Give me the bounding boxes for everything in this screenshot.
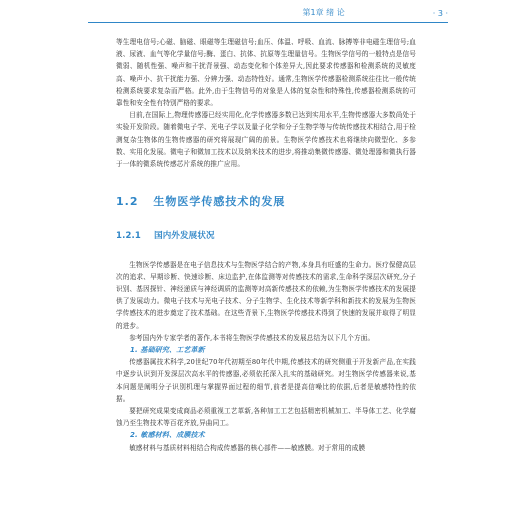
section-heading [116, 196, 416, 208]
body-paragraph: 目前,在国际上,物理传感器已经实用化,化学传感器多数已达到实用水平,生物传感器大多数尚处于实验开发阶段。随着微电子学、光电子学以及量子化学和分子生物学等与传统传感技术相结合,用于检测复杂生物体的生物传感器的研究将展现广阔的前景。生物医学传感技术也将继续向微型化、多参数、实用化发展。微电子和微加工技术以及纳米技术的进步,将推动集微传感器、微处理器和微执行器于一体的微系统传感芯片系统的推广应用。 [116, 111, 416, 169]
chapter-title: 第1章 绪 论 [302, 8, 345, 17]
body-paragraph: 等生理电信号;心磁、脑磁、眼磁等生理磁信号;血压、体温、呼吸、血流、脉搏等非电磁生理信号;血液、尿液、血气等化学量信号;酶、蛋白、抗体、抗原等生理量信号。生物医学信号的一般特点是信号微弱、随机性强、噪声和干扰背景强、动态变化和个体差异大,因此要求传感器和检测系统的灵敏度高、噪声小、抗干扰能力强、分辨力强、动态特性好。通常,生物医学传感器检测系统往往比一般传统检测系统要求复杂而严格。此外,由于生物信号的对象是人体的复杂性和特殊性,传感器检测系统的可靠性和安全性有特别严格的要求。 [116, 38, 416, 108]
topic-heading: 1. 基础研究、工艺革新 [130, 346, 205, 355]
body-paragraph: 传感器属技术科学,20世纪70年代初期至80年代中期,传感技术的研究侧重于开发新产品,在实践中逐步认识到开发深层次高水平的传感器,必须依托深入扎实的基础研究。对生物医学传感器来说,基本问题是阐明分子识别机理与掌握界面过程的细节,前者是提高信噪比的依据,后者是敏感特性的依据。 [116, 358, 416, 403]
topic-heading: 2. 敏感材料、成膜技术 [130, 431, 205, 440]
body-paragraph: 参考国内外专家学者的著作,本书将生物医学传感技术的发展总结为以下几个方面。 [129, 333, 375, 342]
body-paragraph: 生物医学传感器是在电子信息技术与生物医学结合的产物,本身具有旺盛的生命力。医疗保健高层次的追求、早期诊断、快速诊断、床边监护,在体监测等对传感技术的需求,生命科学深层次研究,分子识别、基因探针、神经递质与神经调质的监测等对高新传感技术的依赖,为生物医学传感技术的发展提供了发展动力。微电子技术与光电子技术、分子生物学、生化技术等新学科和新技术的发展为生物医学传感技术的进步奠定了技术基础。在这些背景下,生物医学传感技术得到了快速的发展并取得了明显的进步。 [116, 260, 416, 330]
subsection-number: 1.2.1 [116, 231, 141, 242]
section-title: 生物医学传感技术的发展 [153, 195, 286, 209]
body-paragraph: 要把研究成果变成商品必须重视工艺革新,各种加工工艺包括精密机械加工、半导体工艺、化学腐蚀乃至生物技术等百花齐放,异曲同工。 [116, 407, 416, 428]
page-number: · 3 · [432, 9, 448, 18]
body-paragraph: 敏感材料与基质材料相结合构成传感器的核心部件——敏感膜。对于常用的成膜 [129, 443, 366, 452]
section-number: 1.2 [116, 195, 139, 209]
page-header [88, 0, 448, 23]
subsection-heading [116, 230, 416, 242]
subsection-title: 国内外发展状况 [154, 231, 215, 242]
page-body [116, 36, 416, 454]
